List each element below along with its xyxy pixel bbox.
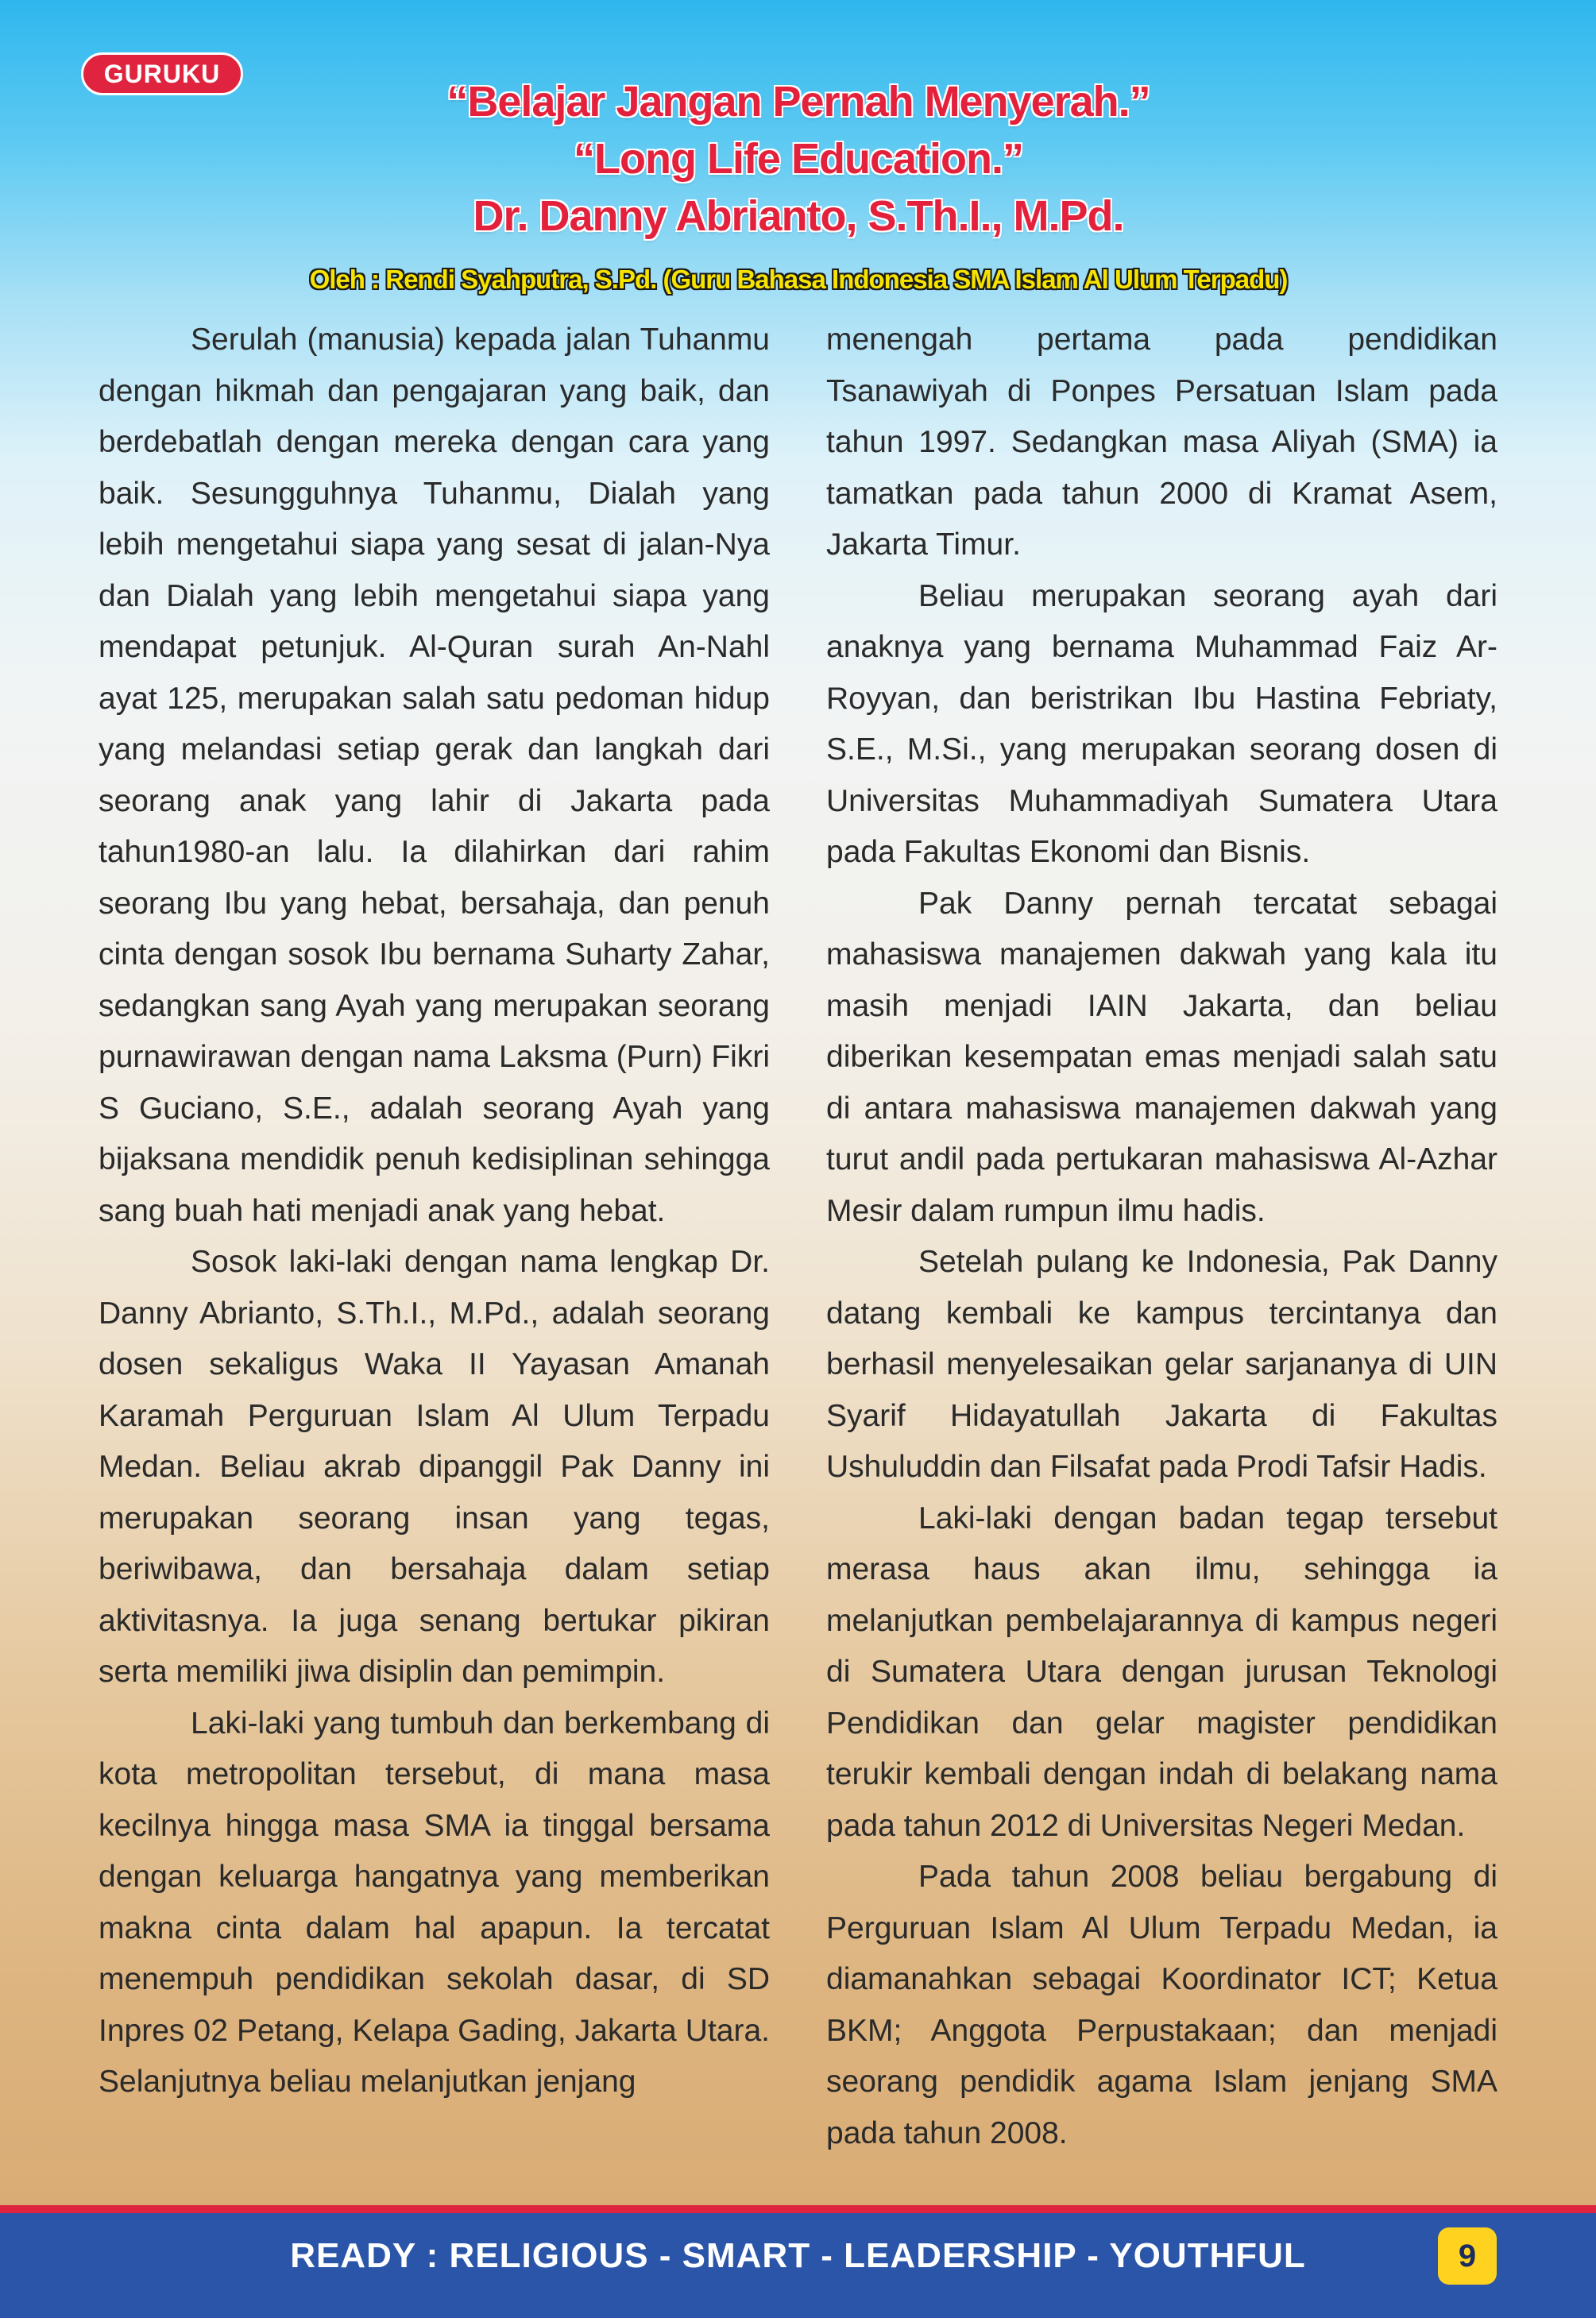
page-number-badge: 9: [1438, 2227, 1497, 2285]
author-byline: Oleh : Rendi Syahputra, S.Pd. (Guru Bahasa Indonesia SMA Islam Al Ulum Terpadu): [309, 265, 1288, 294]
paragraph: Sosok laki-laki dengan nama lengkap Dr. Danny Abrianto, S.Th.I., M.Pd., adalah seorang dosen sekaligus Waka II Yayasan Amanah Karamah Perguruan Islam Al Ulum Terpadu Medan. Beliau akrab dipanggil Pak Danny ini merupakan seorang insan yang tegas, beriwibawa, dan bersahaja dalam setiap aktivitasnya. Ia juga senang bertukar pikiran serta memiliki jiwa disiplin dan pemimpin.: [99, 1245, 770, 1689]
paragraph: Serulah (manusia) kepada jalan Tuhanmu dengan hikmah dan pengajaran yang baik, dan berdebatlah dengan mereka dengan cara yang baik. Sesungguhnya Tuhanmu, Dialah yang lebih mengetahui siapa yang sesat di jalan-Nya dan Dialah yang lebih mengetahui siapa yang mendapat petunjuk. Al-Quran surah An-Nahl ayat 125, merupakan salah satu pedoman hidup yang melandasi setiap gerak dan langkah dari seorang anak yang lahir di Jakarta pada tahun1980-an lalu. Ia dilahirkan dari rahim seorang Ibu yang hebat, bersahaja, dan penuh cinta dengan sosok Ibu bernama Suharty Zahar, sedangkan sang Ayah yang merupakan seorang purnawirawan dengan nama Laksma (Purn) Fikri S Guciano, S.E., adalah seorang Ayah yang bijaksana mendidik penuh kedisiplinan sehingga sang buah hati menjadi anak yang hebat.: [99, 323, 770, 1228]
paragraph-continued: menengah pertama pada pendidikan Tsanawiyah di Ponpes Persatuan Islam pada tahun 1997. Sedangkan masa Aliyah (SMA) ia tamatkan pada tahun 2000 di Kramat Asem, Jakarta Timur.: [826, 323, 1497, 562]
title-line-quote-1: “Belajar Jangan Pernah Menyerah.”: [446, 78, 1150, 126]
section-tag: GURUKU: [81, 52, 243, 95]
paragraph: Setelah pulang ke Indonesia, Pak Danny datang kembali ke kampus tercintanya dan berhasil menyelesaikan gelar sarjananya di UIN Syarif Hidayatullah Jakarta di Fakultas Ushuluddin dan Filsafat pada Prodi Tafsir Hadis.: [826, 1245, 1497, 1484]
footer-accent-stripe: [0, 2205, 1596, 2213]
paragraph: Laki-laki dengan badan tegap tersebut merasa haus akan ilmu, sehingga ia melanjutkan pembelajarannya di kampus negeri di Sumatera Utara dengan jurusan Teknologi Pendidikan dan gelar magister pendidikan terukir kembali dengan indah di belakang nama pada tahun 2012 di Universitas Negeri Medan.: [826, 1501, 1497, 1843]
title-line-quote-2: “Long Life Education.”: [574, 135, 1023, 183]
paragraph: Pada tahun 2008 beliau bergabung di Perguruan Islam Al Ulum Terpadu Medan, ia diamanahkan sebagai Koordinator ICT; Ketua BKM; Anggota Perpustakaan; dan menjadi seorang pendidik agama Islam jenjang SMA pada tahun 2008.: [826, 1860, 1497, 2150]
article-column-left: [99, 315, 770, 2108]
title-line-name: Dr. Danny Abrianto, S.Th.I., M.Pd.: [473, 192, 1124, 240]
footer-motto: READY : RELIGIOUS - SMART - LEADERSHIP - YOUTHFUL: [290, 2236, 1306, 2275]
article-title: [238, 73, 1358, 245]
paragraph: Laki-laki yang tumbuh dan berkembang di kota metropolitan tersebut, di mana masa kecilnya hingga masa SMA ia tinggal bersama dengan keluarga hangatnya yang memberikan makna cinta dalam hal apapun. Ia tercatat menempuh pendidikan sekolah dasar, di SD Inpres 02 Petang, Kelapa Gading, Jakarta Utara. Selanjutnya beliau melanjutkan jenjang: [99, 1706, 770, 2099]
article-column-right: [826, 315, 1497, 2159]
paragraph: Beliau merupakan seorang ayah dari anaknya yang bernama Muhammad Faiz Ar-Royyan, dan beristrikan Ibu Hastina Febriaty, S.E., M.Si., yang merupakan seorang dosen di Universitas Muhammadiyah Sumatera Utara pada Fakultas Ekonomi dan Bisnis.: [826, 578, 1497, 869]
paragraph: Pak Danny pernah tercatat sebagai mahasiswa manajemen dakwah yang kala itu masih menjadi IAIN Jakarta, dan beliau diberikan kesempatan emas menjadi salah satu di antara mahasiswa manajemen dakwah yang turut andil pada pertukaran mahasiswa Al-Azhar Mesir dalam rumpun ilmu hadis.: [826, 886, 1497, 1228]
